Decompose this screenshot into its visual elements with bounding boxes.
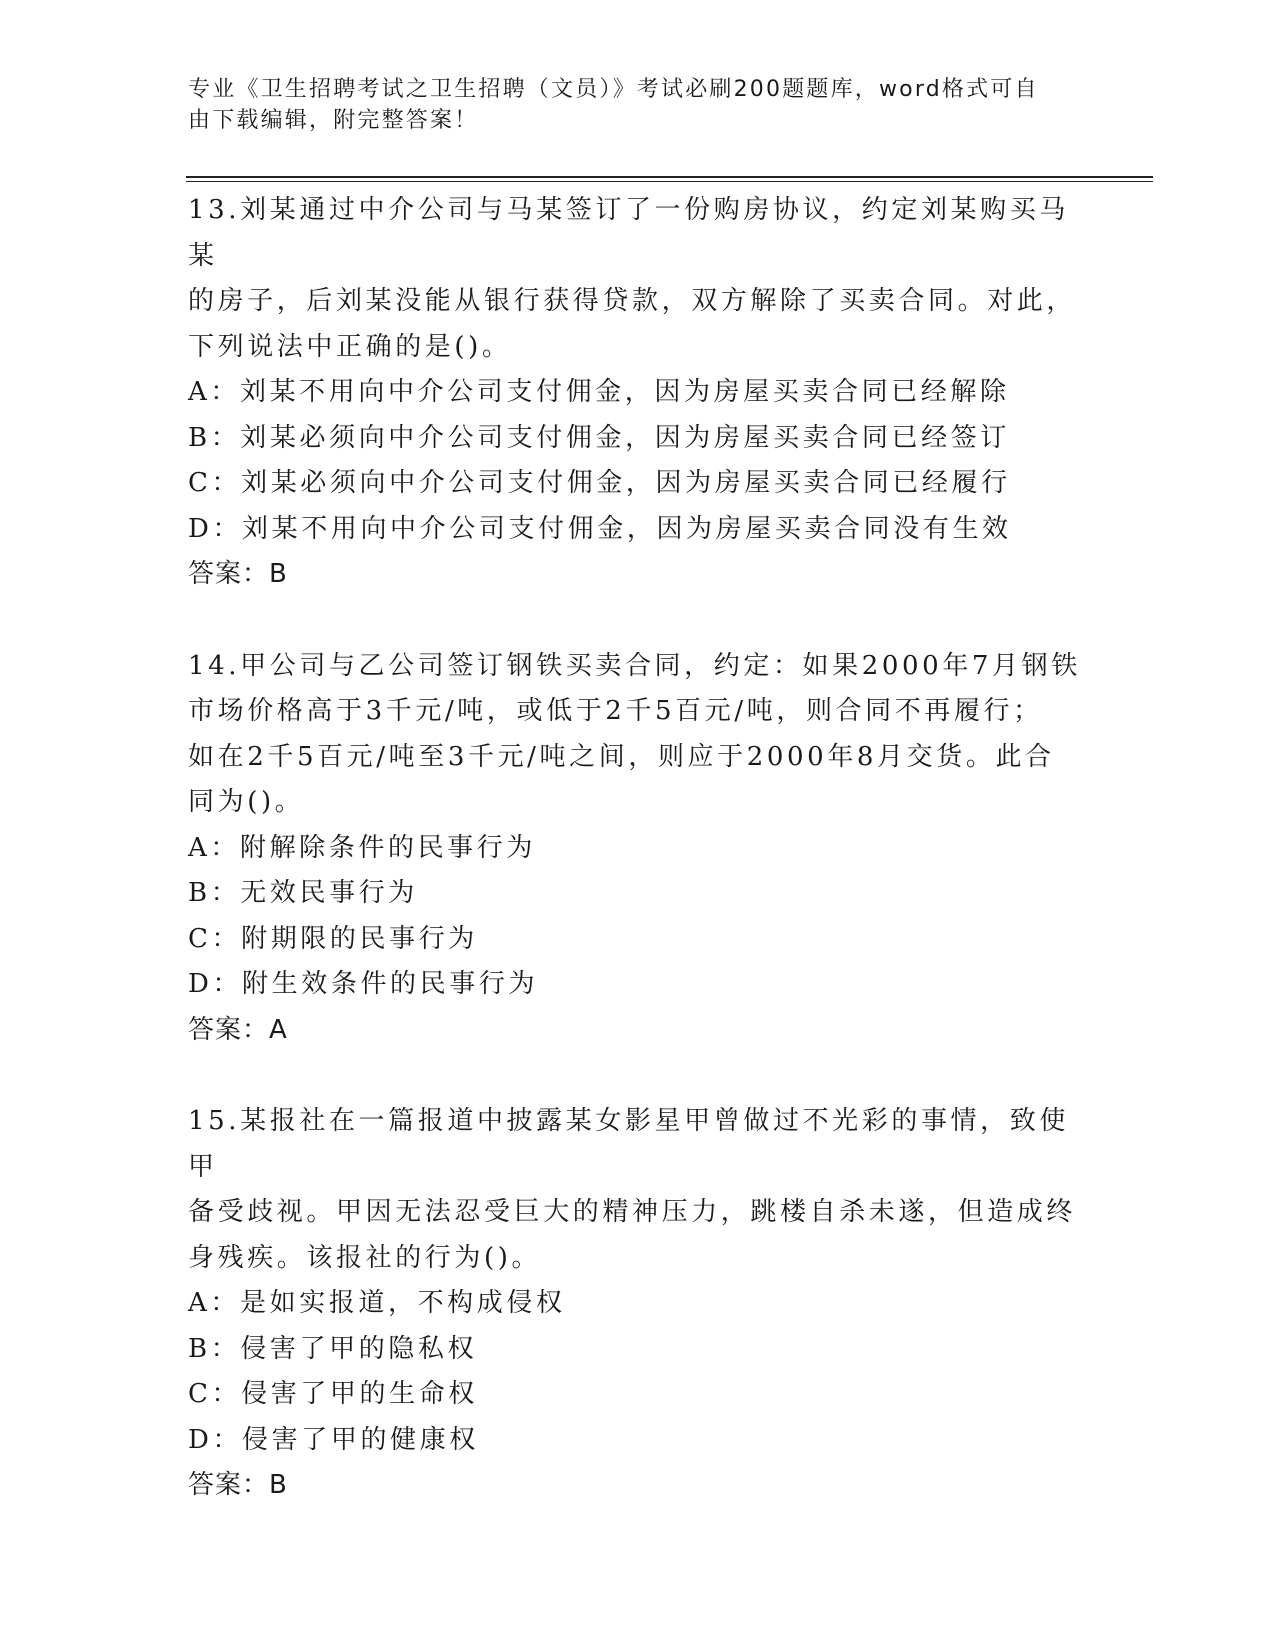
header-divider <box>186 176 1153 182</box>
question-text-line: 下列说法中正确的是()。 <box>188 331 512 362</box>
answer-label: 答案：A <box>188 1014 288 1045</box>
question-13 <box>188 188 1088 598</box>
question-text-line: 备受歧视。甲因无法忍受巨大的精神压力，跳楼自杀未遂，但造成终 <box>188 1197 1077 1227</box>
question-list <box>188 188 1088 1509</box>
option-a: A：附解除条件的民事行为 <box>188 832 536 863</box>
question-spacer <box>188 1053 1088 1099</box>
question-spacer <box>188 598 1088 644</box>
document-header <box>188 74 1068 136</box>
question-text-line: 身残疾。该报社的行为()。 <box>188 1242 542 1273</box>
option-c: C：侵害了甲的生命权 <box>188 1379 478 1409</box>
question-text-line: 13.刘某通过中介公司与马某签订了一份购房协议，约定刘某购买马某 <box>188 195 1069 271</box>
question-text-line: 14.甲公司与乙公司签订钢铁买卖合同，约定：如果2000年7月钢铁 <box>188 650 1081 681</box>
option-b: B：无效民事行为 <box>188 878 418 908</box>
question-text-line: 的房子，后刘某没能从银行获得贷款，双方解除了买卖合同。对此， <box>188 286 1077 316</box>
option-c: C：附期限的民事行为 <box>188 923 478 954</box>
question-15 <box>188 1099 1088 1509</box>
header-line-1: 专业《卫生招聘考试之卫生招聘（文员）》考试必刷200题题库，word格式可自 <box>188 77 1039 102</box>
option-b: B：侵害了甲的隐私权 <box>188 1333 478 1364</box>
option-d: D：刘某不用向中介公司支付佣金，因为房屋买卖合同没有生效 <box>188 513 1012 544</box>
option-b: B：刘某必须向中介公司支付佣金，因为房屋买卖合同已经签订 <box>188 422 1010 453</box>
header-line-2: 由下载编辑，附完整答案！ <box>188 108 479 133</box>
option-c: C：刘某必须向中介公司支付佣金，因为房屋买卖合同已经履行 <box>188 468 1011 498</box>
question-text-line: 同为()。 <box>188 787 305 817</box>
option-a: A：是如实报道，不构成侵权 <box>188 1288 566 1318</box>
option-d: D：侵害了甲的健康权 <box>188 1424 479 1455</box>
question-text-line: 15.某报社在一篇报道中披露某女影星甲曾做过不光彩的事情，致使甲 <box>188 1106 1069 1182</box>
question-text-line: 如在2千5百元/吨至3千元/吨之间，则应于2000年8月交货。此合 <box>188 741 1055 772</box>
question-14 <box>188 644 1088 1054</box>
answer-label: 答案：B <box>188 559 288 589</box>
option-d: D：附生效条件的民事行为 <box>188 969 539 999</box>
option-a: A：刘某不用向中介公司支付佣金，因为房屋买卖合同已经解除 <box>188 377 1010 407</box>
question-text-line: 市场价格高于3千元/吨，或低于2千5百元/吨，则合同不再履行； <box>188 696 1043 726</box>
answer-label: 答案：B <box>188 1470 288 1500</box>
